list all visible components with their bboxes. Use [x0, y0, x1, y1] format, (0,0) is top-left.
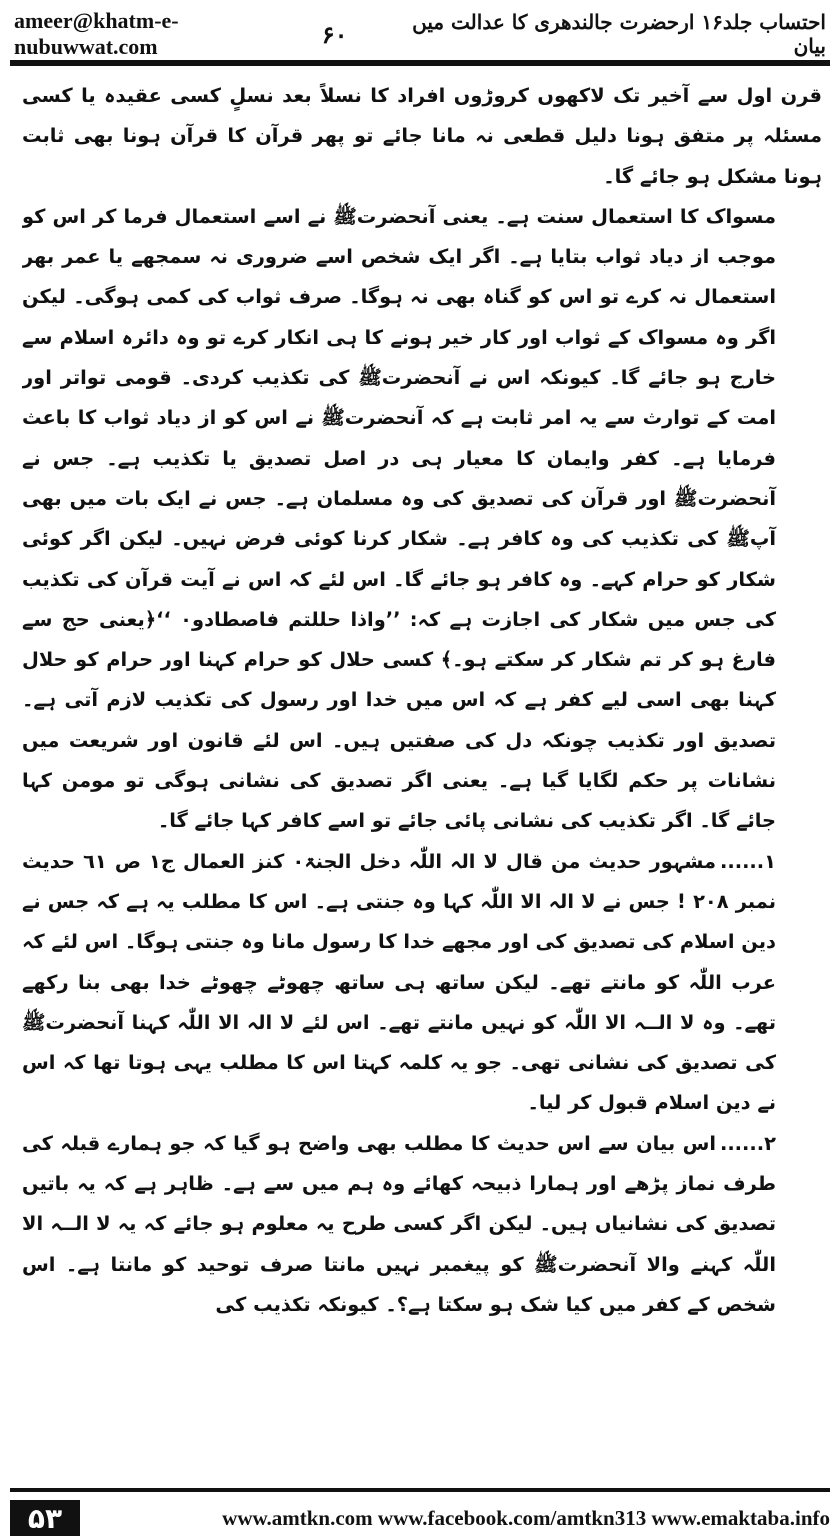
footnote-1-number: ۱......: [719, 849, 777, 873]
footnote-2-number: ۲......: [719, 1131, 776, 1155]
header-rule: [10, 60, 830, 66]
paragraph-1: قرن اول سے آخیر تک لاکھوں کروڑوں افراد کا نسلاً بعد نسلٍ کسی عقیدہ یا کسی مسئلہ پر متفق ہونا دلیل قطعی نہ مانا جائے تو پھر قرآن کا قرآن ہونا بھی ثابت ہونا مشکل ہو جائے گا۔: [22, 84, 822, 188]
footnote-1: [22, 842, 822, 1124]
footnote-1-text: مشہور حدیث من قال لا الہ اللّٰہ دخل الجنۃ۰ کنز العمال ج۱ ص ٦١ حدیث نمبر ٢٠٨ ! جس نے لا الہ الا اللّٰہ کہا وہ جنتی ہے۔ اس کا مطلب یہ ہے کہ جس نے دین اسلام کی تصدیق کی اور مجھے خدا کا رسول مانا وہ جنتی ہوگا۔ اس لئے کہ عرب اللّٰہ کو مانتے تھے۔ لیکن ساتھ ہی ساتھ چھوٹے چھوٹے خدا بھی بنا رکھے تھے۔ وہ لا الــہ الا اللّٰہ کو نہیں مانتے تھے۔ اس لئے لا الہ الا اللّٰہ کہنا آنحضرتﷺ کی تصدیق کی نشانی تھی۔ جو یہ کلمہ کہتا اس کا مطلب یہی ہوتا تھا کہ اس نے دین اسلام قبول کر لیا۔: [22, 849, 776, 1115]
footnote-2-text: اس بیان سے اس حدیث کا مطلب بھی واضح ہو گیا کہ جو ہمارے قبلہ کی طرف نماز پڑھے اور ہمارا ذبیحہ کھائے وہ ہم میں سے ہے۔ ظاہر ہے کہ یہ باتیں تصدیق کی نشانیاں ہیں۔ لیکن اگر کسی طرح یہ معلوم ہو جائے کہ یہ لا الــہ الا اللّٰہ کہنے والا آنحضرتﷺ کو پیغمبر نہیں مانتا صرف توحید کو مانتا ہے۔ اس شخص کے کفر میں کیا شک ہو سکتا ہے؟۔ کیونکہ تکذیب کی: [22, 1131, 776, 1316]
header-title: احتساب جلد۱۶ ارحضرت جالندھری کا عدالت میں بیان: [412, 10, 826, 58]
header-email: ameer@khatm-e-nubuwwat.com: [14, 8, 179, 59]
footer-links: www.amtkn.com www.facebook.com/amtkn313 www.emaktaba.info: [222, 1505, 830, 1530]
page-header: [14, 8, 826, 59]
footnote-2: [22, 1124, 822, 1325]
footer-rule: [10, 1488, 830, 1492]
paragraph-2: مسواک کا استعمال سنت ہے۔ یعنی آنحضرتﷺ نے اسے استعمال فرما کر اس کو موجب از دیاد ثواب بتایا ہے۔ اگر ایک شخص اسے ضروری نہ سمجھے یا عمر بھر استعمال نہ کرے تو اس کو گناہ بھی نہ ہوگا۔ صرف ثواب کی کمی ہوگی۔ لیکن اگر وہ مسواک کے ثواب اور کار خیر ہونے کا ہی انکار کرے تو وہ دائرہ اسلام سے خارج ہو جائے گا۔ کیونکہ اس نے آنحضرتﷺ کی تکذیب کردی۔ قومی تواتر اور امت کے توارث سے یہ امر ثابت ہے کہ آنحضرتﷺ نے اس کو از دیاد ثواب کا باعث فرمایا ہے۔ کفر وایمان کا معیار ہی در اصل تصدیق یا تکذیب ہے۔ جس نے آنحضرتﷺ اور قرآن کی تصدیق کی وہ مسلمان ہے۔ جس نے ایک بات میں بھی آپﷺ کی تکذیب کی وہ کافر ہے۔ شکار کرنا کوئی فرض نہیں۔ لیکن اگر کوئی شکار کو حرام کہے۔ وہ کافر ہو جائے گا۔ اس لئے کہ اس نے آیت قرآن کی تکذیب کی جس میں شکار کی اجازت ہے کہ: ’’واذا حللتم فاصطادو۰ ‘‘﴿یعنی حج سے فارغ ہو کر تم شکار کر سکتے ہو۔﴾ کسی حلال کو حرام کہنا اور حرام کو حلال کہنا بھی اسی لیے کفر ہے کہ اس میں خدا اور رسول کی تکذیب لازم آتی ہے۔ تصدیق اور تکذیب چونکہ دل کی صفتیں ہیں۔ اس لئے قانون اور شریعت میں نشانات پر حکم لگایا گیا ہے۔ یعنی اگر تصدیق کی نشانی ہوگی تو مومن کہا جائے گا۔ اگر تکذیب کی نشانی پائی جائے تو اسے کافر کہا جائے گا۔: [22, 204, 776, 833]
main-text: [22, 76, 822, 1466]
footer-page-number: ۵۳: [10, 1500, 80, 1536]
header-right: [322, 10, 826, 58]
header-page-number: ۶۰: [321, 19, 348, 49]
page-footer: [10, 1500, 830, 1536]
